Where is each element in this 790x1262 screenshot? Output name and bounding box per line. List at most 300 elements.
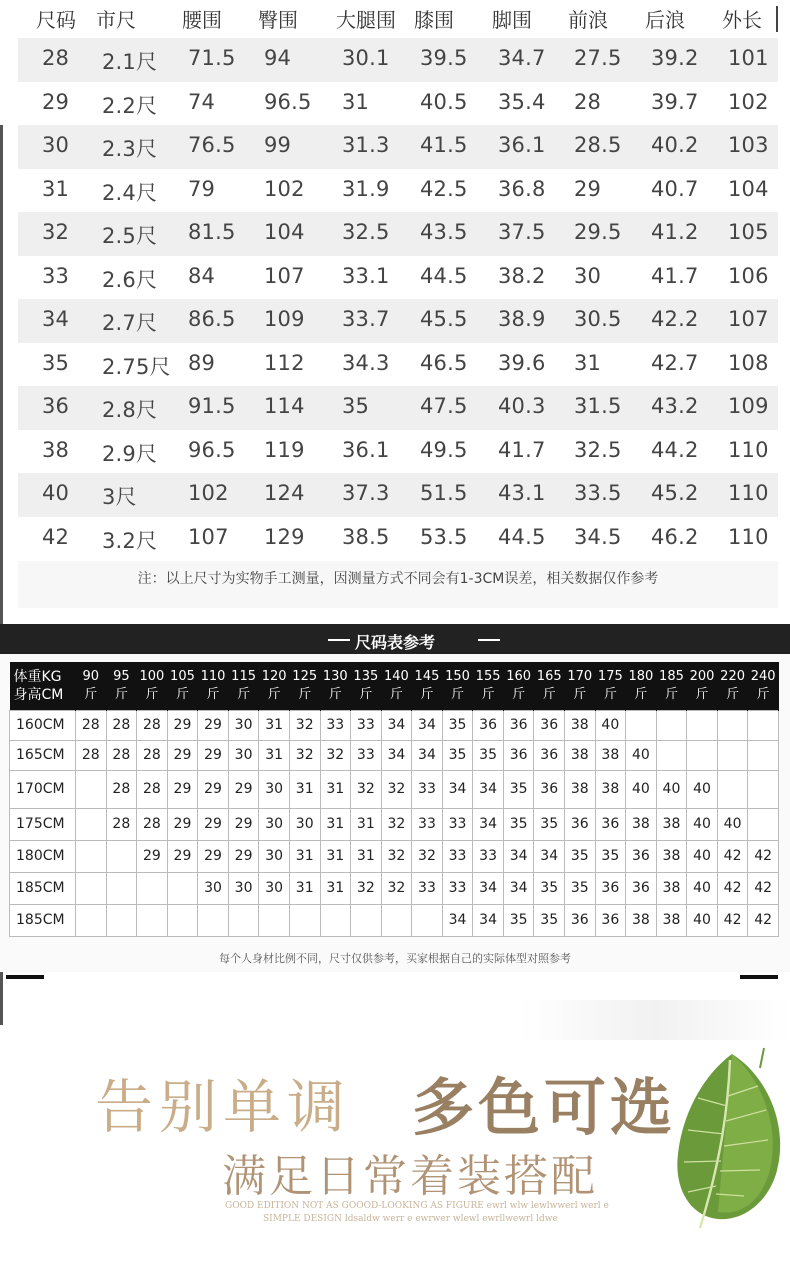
size-table-cell: 51.5 <box>420 481 468 505</box>
weight-unit: 斤 <box>114 686 128 702</box>
weight-value: 125 <box>292 668 318 684</box>
size-table-cell: 102 <box>188 481 229 505</box>
size-cell <box>717 740 748 770</box>
size-table-cell: 44.5 <box>420 263 468 288</box>
size-cell <box>381 904 412 936</box>
height-label: 175CM <box>10 808 76 840</box>
size-cell: 31 <box>351 808 382 840</box>
weight-header-cell <box>137 662 168 710</box>
size-table-cell: 42.5 <box>420 176 468 201</box>
size-measurement-table <box>18 0 778 608</box>
size-table-cell: 29 <box>574 176 602 201</box>
weight-unit: 斤 <box>389 686 403 702</box>
size-cell: 36 <box>595 872 626 904</box>
size-table-cell: 2.8尺 <box>102 398 158 422</box>
size-cell: 31 <box>320 808 351 840</box>
size-cell: 35 <box>565 872 596 904</box>
size-cell: 38 <box>626 808 657 840</box>
size-cell: 31 <box>289 872 320 904</box>
size-table-cell: 31 <box>42 176 70 201</box>
size-cell: 34 <box>473 872 504 904</box>
size-cell: 29 <box>198 740 229 770</box>
weight-value: 145 <box>414 668 440 684</box>
size-cell: 28 <box>76 740 107 770</box>
size-cell: 29 <box>228 770 259 808</box>
size-table-cell: 43.1 <box>498 481 546 505</box>
weight-header-cell <box>76 662 107 710</box>
size-cell <box>106 872 137 904</box>
size-table-cell: 43.2 <box>651 394 699 418</box>
size-table-cell: 30.5 <box>574 307 622 331</box>
size-table-row <box>18 517 778 561</box>
size-table-cell: 44.5 <box>498 524 546 549</box>
promo-banner <box>0 1000 790 1262</box>
weight-unit: 斤 <box>267 686 281 702</box>
size-cell: 31 <box>320 770 351 808</box>
size-cell: 36 <box>473 710 504 740</box>
weight-header-cell <box>534 662 565 710</box>
weight-value: 90 <box>82 668 100 684</box>
size-cell: 31 <box>259 740 290 770</box>
size-cell <box>656 740 687 770</box>
weight-header-cell <box>106 662 137 710</box>
size-cell: 29 <box>198 710 229 740</box>
weight-value: 165 <box>536 668 562 684</box>
size-cell <box>687 740 718 770</box>
size-table-cell: 35 <box>42 350 70 375</box>
size-cell: 40 <box>626 740 657 770</box>
size-cell <box>137 904 168 936</box>
size-cell <box>656 710 687 740</box>
size-table-cell: 107 <box>728 307 769 331</box>
size-cell: 30 <box>228 740 259 770</box>
weight-unit: 斤 <box>237 686 251 702</box>
banner-english-text <box>225 1200 609 1226</box>
weight-header-cell <box>473 662 504 710</box>
size-cell: 31 <box>289 840 320 872</box>
size-cell: 28 <box>106 808 137 840</box>
size-cell: 31 <box>351 840 382 872</box>
grid-row <box>10 710 779 740</box>
size-table-cell: 106 <box>728 263 769 288</box>
weight-value: 100 <box>139 668 165 684</box>
weight-value: 130 <box>322 668 348 684</box>
size-cell: 29 <box>198 770 229 808</box>
size-table-cell: 38.5 <box>342 524 390 549</box>
size-cell: 34 <box>442 770 473 808</box>
size-cell: 30 <box>259 770 290 808</box>
size-cell: 29 <box>198 808 229 840</box>
size-table-cell: 2.1尺 <box>102 50 158 74</box>
size-table-cell: 27.5 <box>574 46 622 70</box>
size-table-cell: 46.5 <box>420 350 468 375</box>
size-table-cell: 46.2 <box>651 524 699 549</box>
size-cell: 35 <box>503 904 534 936</box>
size-cell: 42 <box>717 840 748 872</box>
size-cell: 40 <box>717 808 748 840</box>
weight-header-cell <box>198 662 229 710</box>
weight-unit: 斤 <box>726 686 740 702</box>
size-table-cell: 39.6 <box>498 350 546 375</box>
size-cell: 28 <box>137 770 168 808</box>
size-table-cell: 34 <box>42 307 70 331</box>
size-cell: 33 <box>442 872 473 904</box>
size-cell: 34 <box>503 872 534 904</box>
weight-value: 110 <box>200 668 226 684</box>
size-cell: 35 <box>595 840 626 872</box>
weight-header-cell <box>687 662 718 710</box>
size-cell <box>259 904 290 936</box>
weight-unit: 斤 <box>542 686 556 702</box>
size-table-cell: 41.5 <box>420 133 468 157</box>
size-cell: 31 <box>320 872 351 904</box>
size-table-cell: 40.3 <box>498 394 546 418</box>
size-table-cell: 49.5 <box>420 437 468 462</box>
size-header-cell: 外长 <box>722 8 762 32</box>
size-table-cell: 53.5 <box>420 524 468 549</box>
size-cell: 38 <box>565 770 596 808</box>
grid-corner-cell <box>10 662 76 710</box>
size-cell: 36 <box>595 808 626 840</box>
weight-unit: 斤 <box>84 686 98 702</box>
size-cell: 31 <box>320 840 351 872</box>
size-table-cell: 42.7 <box>651 350 699 375</box>
size-table-cell: 31.9 <box>342 176 390 201</box>
size-cell <box>412 904 443 936</box>
size-cell <box>76 770 107 808</box>
size-table-cell: 86.5 <box>188 307 236 331</box>
size-cell: 38 <box>656 872 687 904</box>
weight-value: 160 <box>506 668 532 684</box>
size-table-cell: 34.7 <box>498 46 546 70</box>
weight-height-size-grid <box>9 662 779 937</box>
weight-header-cell <box>381 662 412 710</box>
size-cell: 33 <box>473 840 504 872</box>
size-table-row <box>18 473 778 517</box>
size-table-cell: 3.2尺 <box>102 528 158 553</box>
size-cell: 34 <box>503 840 534 872</box>
size-cell: 32 <box>381 808 412 840</box>
size-cell: 28 <box>137 740 168 770</box>
size-table-row <box>18 169 778 213</box>
size-cell: 33 <box>442 840 473 872</box>
weight-header-cell <box>228 662 259 710</box>
size-table-cell: 28 <box>42 46 70 70</box>
size-cell <box>748 770 779 808</box>
weight-header-cell <box>320 662 351 710</box>
size-cell <box>106 840 137 872</box>
size-table-cell: 2.6尺 <box>102 267 158 292</box>
size-cell: 30 <box>228 872 259 904</box>
size-cell: 34 <box>412 710 443 740</box>
size-table-cell: 33.7 <box>342 307 390 331</box>
size-table-cell: 37.3 <box>342 481 390 505</box>
weight-header-cell <box>503 662 534 710</box>
size-cell <box>106 904 137 936</box>
size-cell: 29 <box>167 740 198 770</box>
size-table-cell: 44.2 <box>651 437 699 462</box>
size-cell <box>748 710 779 740</box>
size-cell: 38 <box>595 770 626 808</box>
size-table-cell: 32.5 <box>574 437 622 462</box>
size-table-cell: 2.9尺 <box>102 441 158 466</box>
weight-header-cell <box>717 662 748 710</box>
weight-unit: 斤 <box>634 686 648 702</box>
size-cell: 40 <box>687 840 718 872</box>
size-cell: 34 <box>473 904 504 936</box>
weight-unit: 斤 <box>451 686 465 702</box>
size-header-cell: 市尺 <box>96 8 136 32</box>
size-cell: 36 <box>503 710 534 740</box>
size-header-cell: 大腿围 <box>336 8 396 32</box>
size-cell: 34 <box>442 904 473 936</box>
size-table-cell: 110 <box>728 481 769 505</box>
size-table-cell: 41.2 <box>651 220 699 244</box>
weight-axis-label: 体重KG <box>13 668 62 685</box>
size-table-row <box>18 430 778 474</box>
size-cell: 29 <box>228 808 259 840</box>
size-table-cell: 39.5 <box>420 46 468 70</box>
size-table-cell: 34.3 <box>342 350 390 375</box>
size-cell: 28 <box>76 710 107 740</box>
weight-unit: 斤 <box>481 686 495 702</box>
size-table-cell: 39.2 <box>651 46 699 70</box>
size-cell: 36 <box>503 740 534 770</box>
size-header-cell: 尺码 <box>36 8 76 32</box>
weight-header-cell <box>565 662 596 710</box>
size-table-cell: 30.1 <box>342 46 390 70</box>
size-table-note: 注：以上尺寸为实物手工测量，因测量方式不同会有1-3CM误差，相关数据仅作参考 <box>137 571 659 587</box>
weight-unit: 斤 <box>359 686 373 702</box>
size-cell: 34 <box>381 740 412 770</box>
size-cell: 38 <box>626 904 657 936</box>
size-cell: 28 <box>106 740 137 770</box>
size-table-cell: 47.5 <box>420 394 468 418</box>
size-cell: 33 <box>351 740 382 770</box>
height-label: 185CM <box>10 904 76 936</box>
size-table-cell: 41.7 <box>498 437 546 462</box>
divider-mark-left <box>6 975 44 979</box>
size-cell: 32 <box>289 740 320 770</box>
size-table-cell: 33 <box>42 263 70 288</box>
size-table-cell: 28.5 <box>574 133 622 157</box>
size-cell: 30 <box>289 808 320 840</box>
size-cell: 29 <box>198 840 229 872</box>
size-table-cell: 2.3尺 <box>102 137 158 161</box>
size-cell <box>626 710 657 740</box>
weight-value: 115 <box>231 668 256 684</box>
size-cell: 36 <box>534 710 565 740</box>
height-label: 185CM <box>10 872 76 904</box>
size-table-cell: 35.4 <box>498 89 546 114</box>
size-cell: 38 <box>565 740 596 770</box>
size-cell: 35 <box>534 904 565 936</box>
size-cell: 35 <box>534 808 565 840</box>
size-table-cell: 40.7 <box>651 176 699 201</box>
size-cell <box>717 770 748 808</box>
size-cell: 42 <box>748 904 779 936</box>
grid-header-row <box>10 662 779 710</box>
weight-header-cell <box>626 662 657 710</box>
grid-row <box>10 904 779 936</box>
size-table-cell: 38.9 <box>498 307 546 331</box>
size-table-cell: 29 <box>42 89 70 114</box>
size-cell: 33 <box>351 710 382 740</box>
size-cell: 29 <box>167 840 198 872</box>
size-table-cell: 32 <box>42 220 70 244</box>
size-table-cell: 112 <box>264 350 305 375</box>
size-cell: 35 <box>473 740 504 770</box>
size-table-cell: 40.2 <box>651 133 699 157</box>
size-cell: 38 <box>656 840 687 872</box>
size-cell: 38 <box>656 904 687 936</box>
banner-english-line-1: GOOD EDITION NOT AS GOOOD-LOOKING AS FIGURE ewrl wlw lewlwwerl werl e <box>225 1201 609 1211</box>
banner-light-text: 告别单调 <box>95 1073 352 1141</box>
size-cell: 29 <box>167 770 198 808</box>
size-cell: 34 <box>473 770 504 808</box>
size-table-row <box>18 256 778 300</box>
size-table-cell: 76.5 <box>188 133 236 157</box>
size-table-cell: 32.5 <box>342 220 390 244</box>
weight-unit: 斤 <box>298 686 312 702</box>
size-table-cell: 30 <box>574 263 602 288</box>
size-table-cell: 28 <box>574 89 602 114</box>
size-table-cell: 108 <box>728 350 769 375</box>
size-table-cell: 103 <box>728 133 769 157</box>
size-table-cell: 96.5 <box>188 437 236 462</box>
size-cell: 32 <box>289 710 320 740</box>
weight-header-cell <box>748 662 779 710</box>
weight-value: 220 <box>720 668 745 684</box>
size-table-cell: 104 <box>728 176 769 201</box>
banner-english-line-2: SIMPLE DESIGN ldsaldw werr e ewrwer wlewl ewrllwewrl ldwe <box>263 1214 558 1224</box>
leaf-icon <box>672 1046 790 1236</box>
size-table-cell: 89 <box>188 350 216 375</box>
size-cell: 34 <box>412 740 443 770</box>
size-table-cell: 94 <box>264 46 292 70</box>
size-cell: 36 <box>595 904 626 936</box>
size-cell: 34 <box>473 808 504 840</box>
size-table-cell: 36.8 <box>498 176 546 201</box>
size-cell: 36 <box>534 740 565 770</box>
size-header-cell: 前浪 <box>568 8 608 32</box>
size-table-cell: 102 <box>728 89 769 114</box>
divider-mark-right <box>740 975 778 979</box>
size-cell: 40 <box>595 710 626 740</box>
size-table-row <box>18 386 778 430</box>
size-cell <box>167 872 198 904</box>
size-cell: 40 <box>687 808 718 840</box>
size-cell: 34 <box>534 840 565 872</box>
size-cell: 31 <box>289 770 320 808</box>
size-cell: 42 <box>748 872 779 904</box>
size-cell: 36 <box>626 840 657 872</box>
size-table-cell: 105 <box>728 220 769 244</box>
size-table-cell: 42.2 <box>651 307 699 331</box>
size-cell: 32 <box>320 740 351 770</box>
weight-value: 140 <box>383 668 409 684</box>
size-cell: 42 <box>717 904 748 936</box>
size-cell: 29 <box>167 710 198 740</box>
size-table-cell: 79 <box>188 176 216 201</box>
size-cell: 32 <box>351 872 382 904</box>
size-table-cell: 2.4尺 <box>102 180 158 205</box>
size-table-cell: 124 <box>264 481 305 505</box>
size-table-cell: 119 <box>264 437 305 462</box>
size-cell <box>167 904 198 936</box>
size-header-cell: 脚围 <box>492 8 532 32</box>
size-cell: 32 <box>351 770 382 808</box>
weight-value: 200 <box>689 668 715 684</box>
weight-value: 180 <box>628 668 654 684</box>
size-cell: 35 <box>503 770 534 808</box>
weight-unit: 斤 <box>328 686 342 702</box>
size-cell: 30 <box>259 808 290 840</box>
weight-value: 95 <box>113 668 130 684</box>
size-table-cell: 2.75尺 <box>102 354 171 379</box>
size-cell <box>351 904 382 936</box>
size-table-cell: 74 <box>188 89 216 114</box>
size-cell <box>289 904 320 936</box>
size-table-row <box>18 343 778 387</box>
size-cell <box>76 840 107 872</box>
header-end-bar <box>776 6 778 32</box>
size-table-cell: 33.5 <box>574 481 622 505</box>
size-header-cell: 膝围 <box>414 8 454 32</box>
size-table-row <box>18 125 778 169</box>
size-cell <box>228 904 259 936</box>
size-table-cell: 81.5 <box>188 220 236 244</box>
reference-title-band <box>0 624 790 654</box>
size-table-cell: 36.1 <box>342 437 390 462</box>
size-cell: 30 <box>228 710 259 740</box>
banner-bold-text: 多色可选 <box>412 1071 677 1144</box>
size-cell <box>76 904 107 936</box>
size-table-cell: 36.1 <box>498 133 546 157</box>
size-cell: 35 <box>503 808 534 840</box>
size-table-row <box>18 299 778 343</box>
weight-header-cell <box>442 662 473 710</box>
weight-value: 240 <box>750 668 776 684</box>
size-cell <box>320 904 351 936</box>
size-cell <box>748 740 779 770</box>
grid-row <box>10 770 779 808</box>
weight-header-cell <box>412 662 443 710</box>
weight-value: 105 <box>170 668 195 684</box>
size-cell: 40 <box>687 904 718 936</box>
size-table-row <box>18 38 778 82</box>
size-cell <box>748 808 779 840</box>
size-table-cell: 107 <box>188 524 229 549</box>
size-cell: 36 <box>534 770 565 808</box>
weight-header-cell <box>595 662 626 710</box>
size-table-cell: 84 <box>188 263 216 288</box>
weight-header-cell <box>351 662 382 710</box>
size-table-cell: 114 <box>264 394 305 418</box>
size-table-cell: 2.2尺 <box>102 93 158 118</box>
weight-unit: 斤 <box>206 686 220 702</box>
size-table-cell: 45.5 <box>420 307 468 331</box>
size-cell: 33 <box>442 808 473 840</box>
size-table-cell: 71.5 <box>188 46 236 70</box>
size-table-cell: 99 <box>264 133 292 157</box>
size-cell: 36 <box>565 904 596 936</box>
size-cell: 42 <box>717 872 748 904</box>
size-table-cell: 110 <box>728 437 769 462</box>
size-cell: 38 <box>565 710 596 740</box>
size-cell: 34 <box>381 710 412 740</box>
size-table-cell: 41.7 <box>651 263 699 288</box>
